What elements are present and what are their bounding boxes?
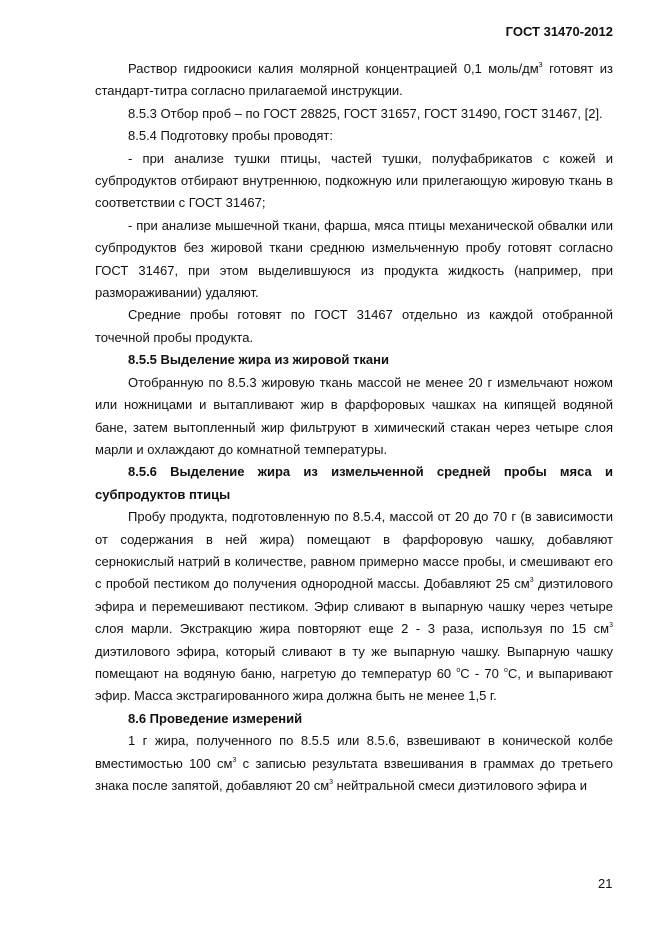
paragraph-carcass-analysis: - при анализе тушки птицы, частей тушки, полуфабрикатов с кожей и субпродуктов отбирают внутреннюю, подкожную или прилегающую жировую ткань в соответствии с ГОСТ 31467; xyxy=(95,150,613,211)
paragraph-koh-solution: Раствор гидроокиси калия молярной концентрацией 0,1 моль/$дм^3$ готовят из стандарт-титра согласно прилагаемой инструкции. xyxy=(95,61,613,99)
paragraph-8-5-4: 8.5.4 Подготовку пробы проводят: xyxy=(128,128,333,144)
page-number: 21 xyxy=(598,876,613,891)
heading-8-6: 8.6 Проведение измерений xyxy=(128,710,303,726)
heading-8-5-5: 8.5.5 Выделение жира из жировой ткани xyxy=(128,352,389,368)
paragraph-average-samples: Средние пробы готовят по ГОСТ 31467 отдельно из каждой отобранной точечной пробы продукта. xyxy=(95,307,613,345)
paragraph-fat-rendering: Отобранную по 8.5.3 жировую ткань массой не менее 20 г измельчают ножом или ножницами и вытапливают жир в фарфоровых чашках на кипящей водяной бане, затем вытопленный жир фильтруют в химический стакан через четыре слоя марли и охлаждают до комнатной температуры. xyxy=(95,374,613,457)
heading-8-5-6: 8.5.6 Выделение жира из измельченной средней пробы мяса и субпродуктов птицы xyxy=(95,464,613,502)
document-body xyxy=(95,58,613,797)
paragraph-muscle-analysis: - при анализе мышечной ткани, фарша, мяса птицы механической обвалки или субпродуктов без жировой ткани среднюю измельченную пробу готовят согласно ГОСТ 31467, при этом выделившуюся из продукта жидкость (например, при размораживании) удаляют. xyxy=(95,217,613,301)
paragraph-8-5-3: 8.5.3 Отбор проб – по ГОСТ 28825, ГОСТ 31657, ГОСТ 31490, ГОСТ 31467, [2]. xyxy=(128,105,603,121)
paragraph-measurement: 1 г жира, полученного по 8.5.5 или 8.5.6, взвешивают в конической колбе вместимостью 100 $см^3$ с записью результата взвешивания в граммах до третьего знака после запятой, добавляют 20 $см^3$ нейтральной смеси диэтилового эфира и xyxy=(95,733,614,793)
document-header: ГОСТ 31470-2012 xyxy=(505,24,613,39)
paragraph-fat-extraction: Пробу продукта, подготовленную по 8.5.4, массой от 20 до 70 г (в зависимости от содержания в ней жира) помещают в фарфоровую чашку, добавляют сернокислый натрий в количестве, равном примерно массе пробы, и смешивают его с пробой пестиком до получения однородной массы. Добавляют 25 $см^3$ диэтилового эфира и перемешивают пестиком. Эфир сливают в выпарную чашку через четыре слоя марли. Экстракцию жира повторяют еще 2 - 3 раза, используя по 15 $см^3$ диэтилового эфира, который сливают в ту же выпарную чашку. Выпарную чашку помещают на водяную баню, нагретую до температур 60 $^о$С - 70 $^о$С, и выпаривают эфир. Масса экстрагированного жира должна быть не менее 1,5 г. xyxy=(95,509,613,704)
